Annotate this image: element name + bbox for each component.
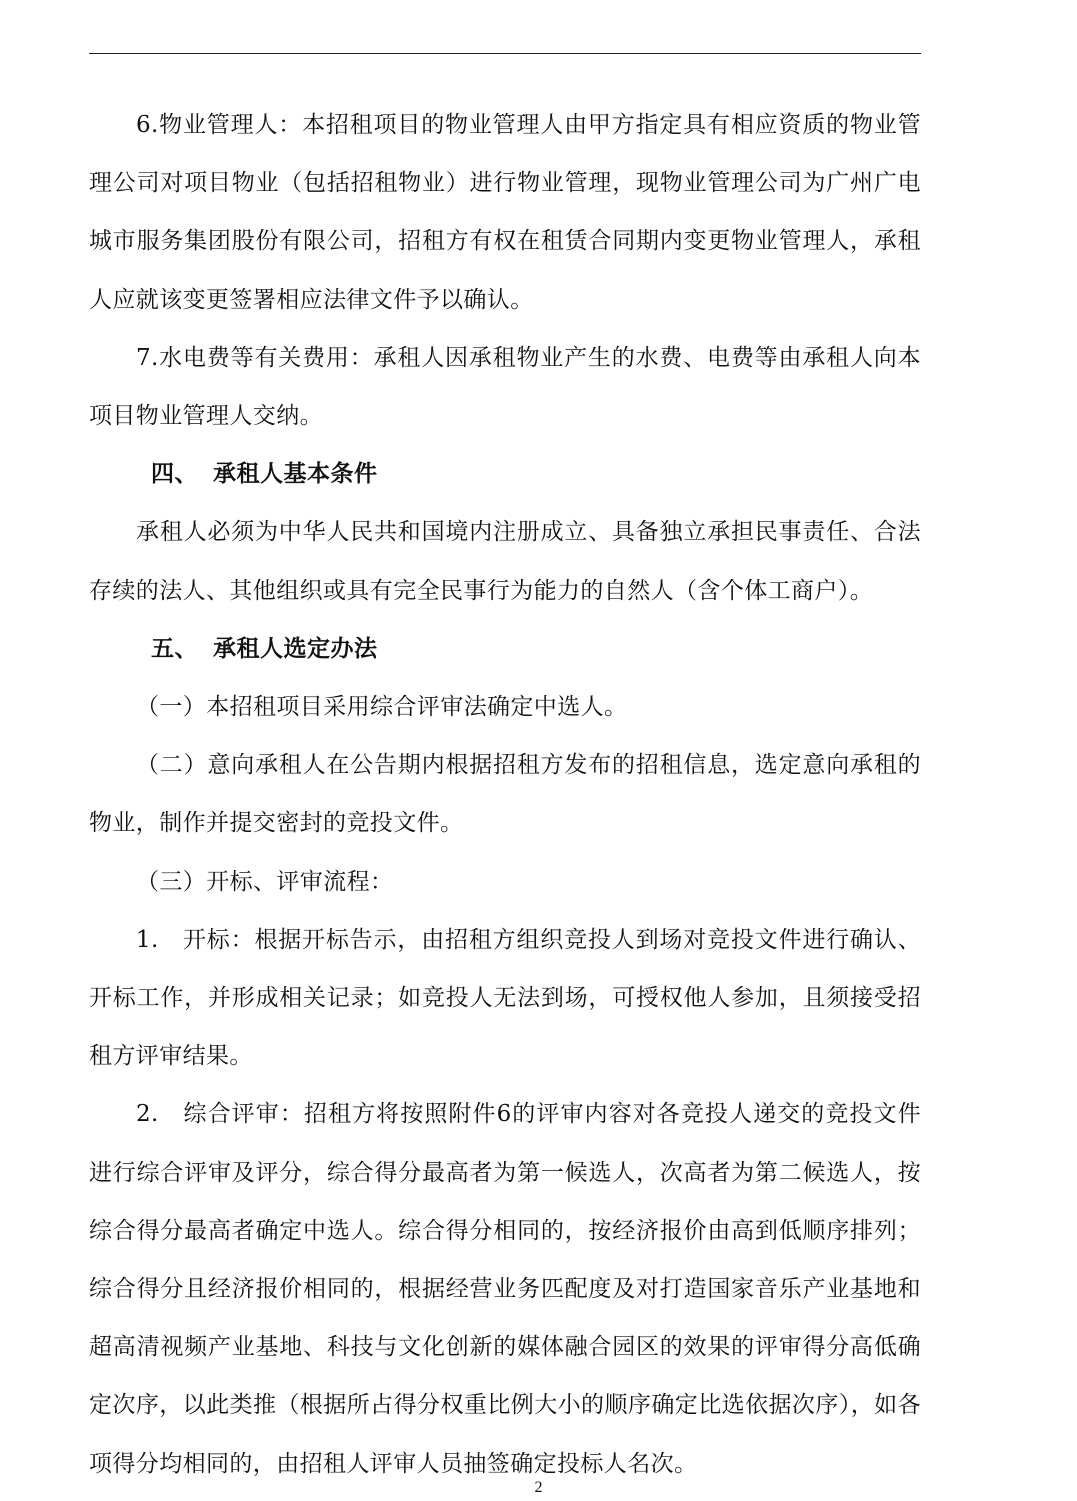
paragraph-comprehensive-review: 2. 综合评审：招租方将按照附件6的评审内容对各竞投人递交的竞投文件进行综合评审及评分，综合得分最高者为第一候选人，次高者为第二候选人，按综合得分最高者确定中选人。综合得分相同的，按经济报价由高到低顺序排列；综合得分且经济报价相同的，根据经营业务匹配度及对打造国家音乐产业基地和超高清视频产业基地、科技与文化创新的媒体融合园区的效果的评审得分高低确定次序，以此类推（根据所占得分权重比例大小的顺序确定比选依据次序），如各项得分均相同的，由招租人评审人员抽签确定投标人名次。	[89, 1101, 921, 1477]
paragraph-property-manager: 6.物业管理人：本招租项目的物业管理人由甲方指定具有相应资质的物业管理公司对项目物业（包括招租物业）进行物业管理，现物业管理公司为广州广电城市服务集团股份有限公司，招租方有权在租赁合同期内变更物业管理人，承租人应就该变更签署相应法律文件予以确认。	[89, 112, 921, 313]
section-heading-lessee-conditions	[89, 445, 921, 503]
paragraph-lessee-conditions: 承租人必须为中华人民共和国境内注册成立、具备独立承担民事责任、合法存续的法人、其他组织或具有完全民事行为能力的自然人（含个体工商户）。	[89, 519, 921, 604]
paragraph-utility-fees: 7.水电费等有关费用：承租人因承租物业产生的水费、电费等由承租人向本项目物业管理人交纳。	[89, 344, 921, 430]
document-body	[89, 96, 921, 1493]
section-title: 承租人基本条件	[213, 460, 378, 488]
section-heading-selection-method	[89, 620, 921, 678]
page-number: 2	[534, 1479, 543, 1496]
paragraph-selection-2: （二）意向承租人在公告期内根据招租方发布的招租信息，选定意向承租的物业，制作并提交密封的竞投文件。	[89, 752, 921, 837]
paragraph-selection-1: （一）本招租项目采用综合评审法确定中选人。	[136, 694, 628, 721]
section-number: 五、	[151, 634, 198, 662]
header-rule	[89, 53, 921, 54]
section-title: 承租人选定办法	[213, 634, 378, 662]
paragraph-bid-opening: 1. 开标：根据开标告示，由招租方组织竞投人到场对竞投文件进行确认、开标工作，并形成相关记录；如竞投人无法到场，可授权他人参加，且须接受招租方评审结果。	[89, 926, 921, 1070]
paragraph-selection-3: （三）开标、评审流程：	[136, 868, 394, 895]
section-number: 四、	[151, 460, 198, 488]
